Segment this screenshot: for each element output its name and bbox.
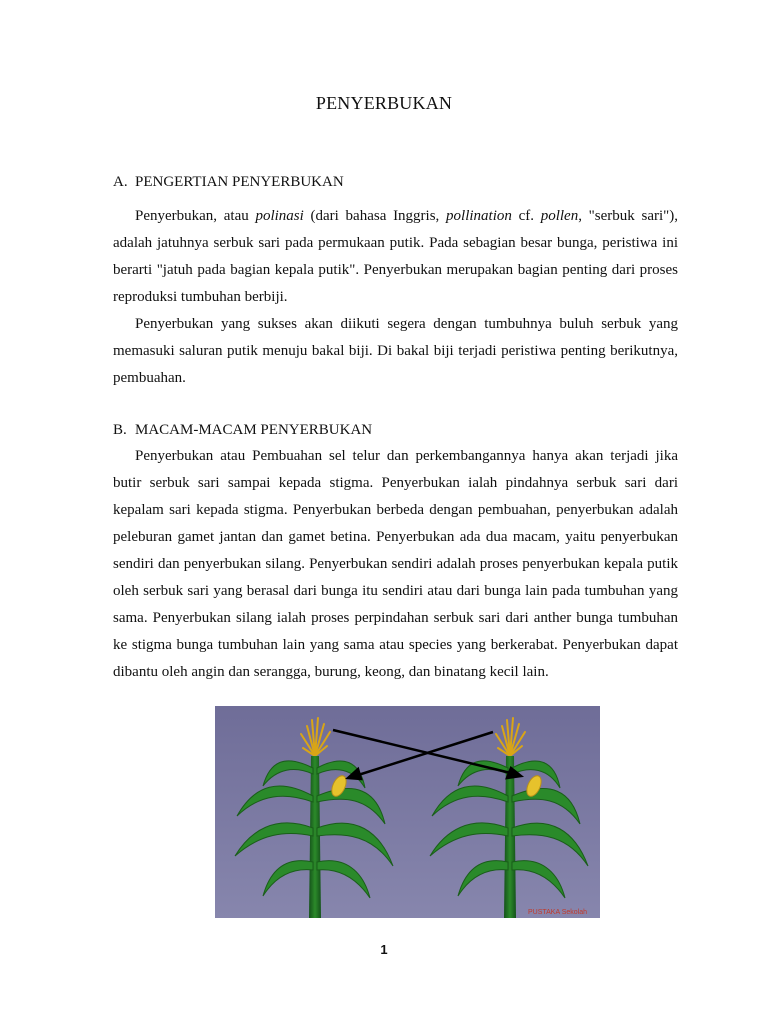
- pollination-illustration: [215, 706, 600, 918]
- section-a-paragraph-2: Penyerbukan yang sukses akan diikuti segera dengan tumbuhnya buluh serbuk yang memasuki saluran putik menuju bakal biji. Di bakal biji terjadi peristiwa penting berikutnya, pembuahan.: [113, 316, 678, 386]
- section-a-heading: [113, 174, 344, 191]
- text-run: (dari bahasa Inggris,: [303, 208, 447, 224]
- italic-term: pollination: [446, 208, 512, 224]
- text-run: Penyerbukan, atau: [135, 208, 256, 224]
- page-number: 1: [380, 942, 388, 957]
- italic-term: pollen: [540, 208, 579, 224]
- text-run: , "serbuk sari"), adalah jatuhnya serbuk sari pada permukaan putik. Pada sebagian besar bunga, peristiwa ini berarti "jatuh pada bagian kepala putik". Penyerbukan merupakan bagian penting dari proses reproduksi tumbuhan berbiji.: [113, 208, 679, 305]
- section-a-title: PENGERTIAN PENYERBUKAN: [135, 174, 344, 190]
- section-a-number: A.: [113, 174, 128, 190]
- text-run: cf.: [511, 208, 541, 224]
- italic-term: polinasi: [255, 208, 304, 224]
- section-b-paragraph-1: Penyerbukan atau Pembuahan sel telur dan perkembangannya hanya akan terjadi jika butir serbuk sari sampai kepada stigma. Penyerbukan ialah pindahnya serbuk sari dari kepalam sari kepada stigma. Penyerbukan berbeda dengan pembuahan, penyerbukan adalah peleburan gamet jantan dan gamet betina. Penyerbukan ada dua macam, yaitu penyerbukan sendiri dan penyerbukan silang. Penyerbukan sendiri adalah proses penyerbukan kepala putik oleh serbuk sari yang berasal dari bunga itu sendiri atau dari bunga lain pada tumbuhan yang sama. Penyerbukan silang ialah proses perpindahan serbuk sari dari anther bunga tumbuhan ke stigma bunga tumbuhan lain yang sama atau species yang berkerabat. Penyerbukan dapat dibantu oleh angin dan serangga, burung, keong, dan binatang kecil lain.: [113, 448, 678, 680]
- corn-cross-pollination-image: [215, 706, 600, 918]
- image-background: [215, 706, 600, 918]
- image-watermark: PUSTAKA Sekolah: [527, 909, 587, 916]
- section-a-paragraph-1: [113, 203, 678, 311]
- section-b-number: B.: [113, 422, 127, 438]
- page-title: PENYERBUKAN: [315, 93, 453, 113]
- section-b-heading: [113, 422, 372, 439]
- section-b-title: MACAM-MACAM PENYERBUKAN: [135, 422, 373, 438]
